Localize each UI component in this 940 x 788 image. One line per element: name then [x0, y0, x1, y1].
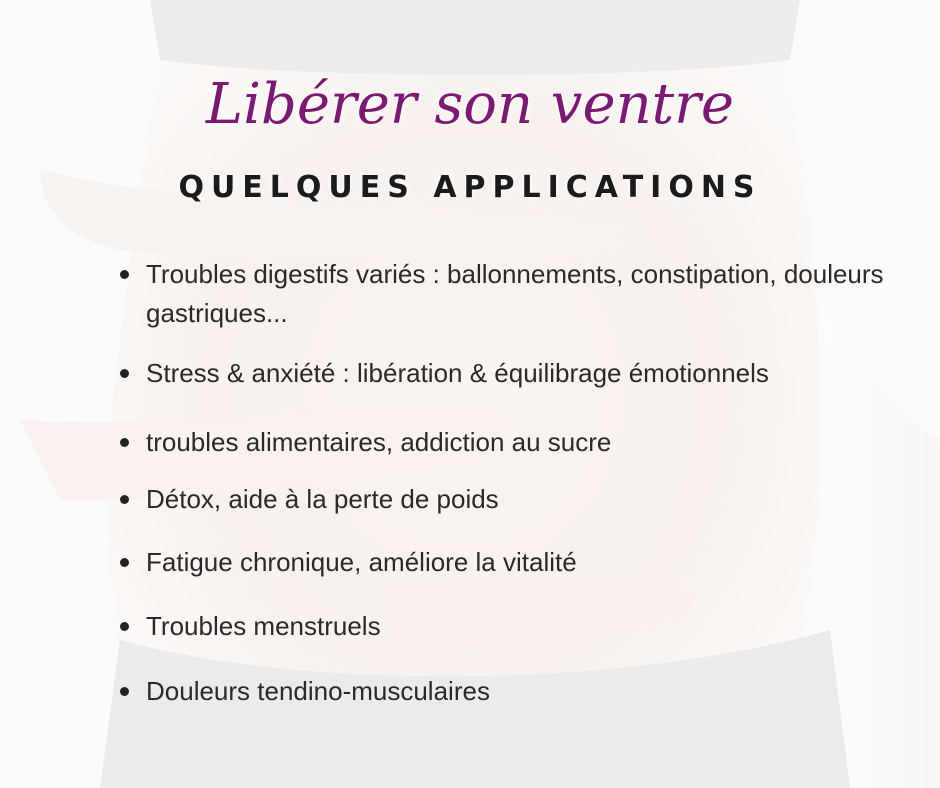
list-item — [118, 354, 886, 393]
list-item — [118, 423, 886, 462]
bullet-icon — [120, 622, 129, 631]
list-item — [118, 543, 886, 582]
page-subtitle: QUELQUES APPLICATIONS — [178, 170, 762, 205]
list-item-text: Troubles menstruels — [146, 611, 381, 641]
bullet-icon — [120, 438, 129, 447]
bullet-icon — [120, 495, 129, 504]
list-item-text: Détox, aide à la perte de poids — [146, 484, 499, 514]
list-item-text: Fatigue chronique, améliore la vitalité — [146, 547, 577, 577]
list-item-text: Douleurs tendino-musculaires — [146, 676, 490, 706]
list-item — [118, 672, 886, 711]
bullet-icon — [120, 558, 129, 567]
bullet-icon — [120, 270, 129, 279]
page-title: Libérer son ventre — [205, 72, 735, 137]
list-item-text: troubles alimentaires, addiction au sucre — [146, 427, 612, 457]
list-item — [118, 255, 886, 333]
list-item — [118, 607, 886, 646]
bullet-icon — [120, 687, 129, 696]
list-item-text: Troubles digestifs variés : ballonnements, constipation, douleurs gastriques... — [146, 259, 884, 328]
bullet-icon — [120, 369, 129, 378]
list-item — [118, 480, 886, 519]
list-item-text: Stress & anxiété : libération & équilibrage émotionnels — [146, 358, 769, 388]
